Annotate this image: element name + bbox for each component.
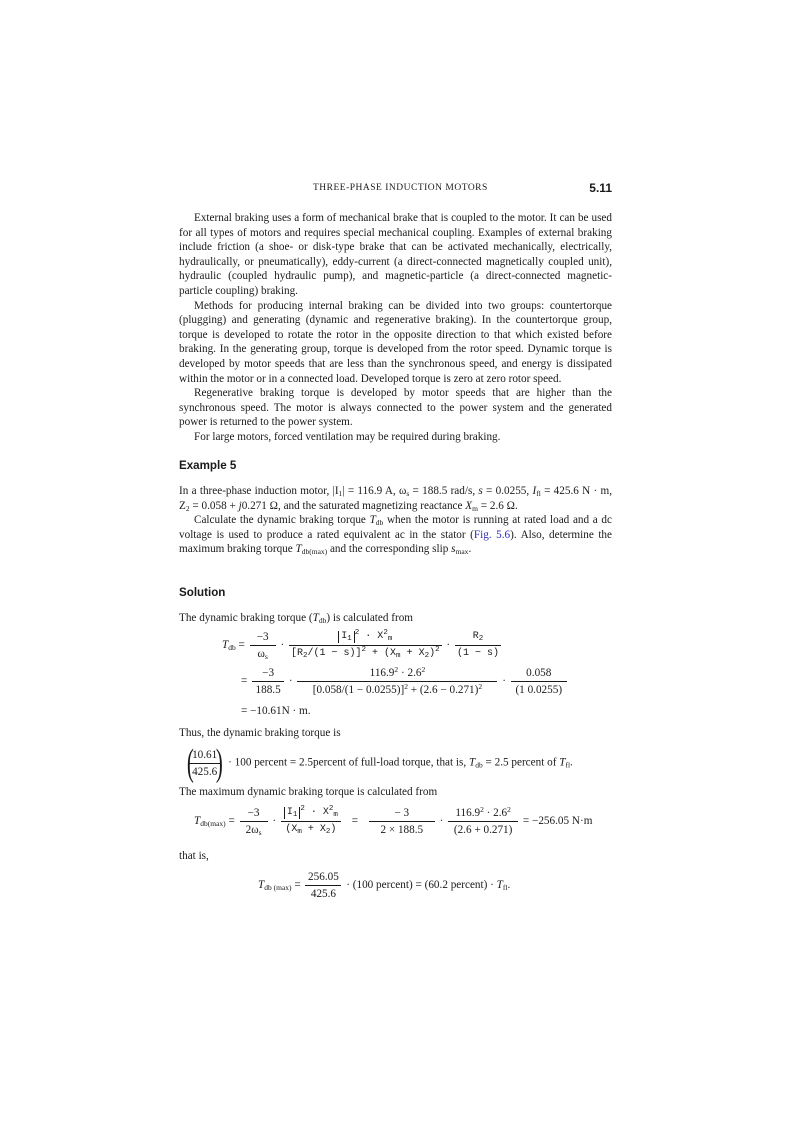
running-header: [179, 181, 612, 197]
paragraph-external-braking: External braking uses a form of mechanical brake that is coupled to the motor. It can be used for all types of motors and requires special mechanical coupling. Examples of external braking include friction (a shoe- or disk-type brake that can be activated mechanically, electrically, hydraulically, or pneumatically), eddy-current (a direct-connected magnetically coupled unit), hydraulic (coupled hydraulic pump), and magnetic-particle (a direct-connected magnetic-particle coupling) braking.: [179, 212, 612, 297]
that-is-text: that is,: [179, 850, 209, 862]
equation-dynamic-torque-result: = −10.61N · m.: [241, 705, 311, 717]
right-paren: ): [215, 742, 223, 784]
figure-link[interactable]: Fig. 5.6: [473, 528, 511, 541]
example-heading: Example 5: [179, 459, 237, 472]
paragraph-forced-ventilation: For large motors, forced ventilation may be required during braking.: [194, 430, 501, 443]
example-task: Calculate the dynamic braking torque $T_{db}$ when the motor is running at rated load and a dc voltage is used to produce a rated equivalent ac in the stator (Fig. 5.6). Also, determine the maximum braking torque $T_{db(max)}$ and the corresponding slip $s_{max}$.: [179, 514, 612, 557]
solution-heading: Solution: [179, 586, 226, 599]
example-text: [179, 484, 612, 557]
paragraph-regenerative-braking: Regenerative braking torque is developed by motor speeds that are higher than the synchronous speed. The motor is always connected to the power system and the generated power is returned to the power system.: [179, 387, 612, 429]
solution-intro: The dynamic braking torque $(T_{db})$ is calculated from: [179, 612, 413, 625]
left-paren: (: [186, 742, 194, 784]
thus-text: Thus, the dynamic braking torque is: [179, 727, 341, 739]
equation-dynamic-torque-substitution: = $\frac{-3}{188.5}$ · $\frac{116.9^2 \cdot 2.6^2}{[0.058/(1 - 0.0255)]^2 + (2.6 - 0.271)^2}$ · $\frac{0.058}{(1 0.0255)}$: [241, 666, 569, 697]
example-given: In a three-phase induction motor, $|I_1| = 116.9$ A, $\omega_s = 188.5$ rad/s, s = 0.0255, $I_{fl} = 425.6$ N · m, $Z_2 = 0.058 + j0.271$ Ω, and the saturated magnetizing reactance $X_m = 2.6$ Ω.: [179, 485, 612, 513]
paragraph-internal-braking: Methods for producing internal braking can be divided into two groups: countertorque (plugging) and generating (dynamic and regenerative braking). In the countertorque group, torque is developed to rotate the rotor in the opposite direction to that which existed before braking. In the generating group, torque is developed from the rotor speed. Dynamic torque is developed by motor speeds that are less than the synchronous speed, and energy is dissipated within the motor or in a connected load. Developed torque is zero at zero rotor speed.: [179, 299, 612, 385]
equation-max-torque: $T_{db(max)}$ = $\frac{-3}{2\omega_s}$ · $\frac{I_1^2 \cdot X^2_m}{(X_m + X_2)}$ = $\frac{- 3}{2 \times 188.5}$ · $\frac{116.9^2 \cdot 2.6^2}{(2.6 + 0.271)}$ = −256.05 N·m: [194, 805, 593, 837]
max-torque-intro: The maximum dynamic braking torque is calculated from: [179, 786, 438, 798]
page-number: 5.11: [589, 181, 612, 195]
equation-braking-percent: ( $\frac{10.61}{425.6}$ ) · 100 percent = 2.5percent of full-load torque, that is, $T_{db} = 2.5$ percent of $T_{fl}$.: [186, 742, 573, 784]
equation-dynamic-torque-formula: $T_{db}$ = $\frac{-3}{\omega_s}$ · $\frac{I_1^2 \cdot X^2_m}{[R_2/(1 - s)]^2 + (X_m + X_2)^2}$ · $\frac{R_2}{(1 - s)}$: [222, 629, 499, 661]
equation-max-torque-percent: $T_{db (max)}$ = $\frac{256.05}{425.6}$ · (100 percent) = (60.2 percent) · $T_{fl}$.: [258, 871, 511, 900]
running-title: THREE-PHASE INDUCTION MOTORS: [313, 183, 488, 193]
intro-text: [179, 211, 612, 445]
